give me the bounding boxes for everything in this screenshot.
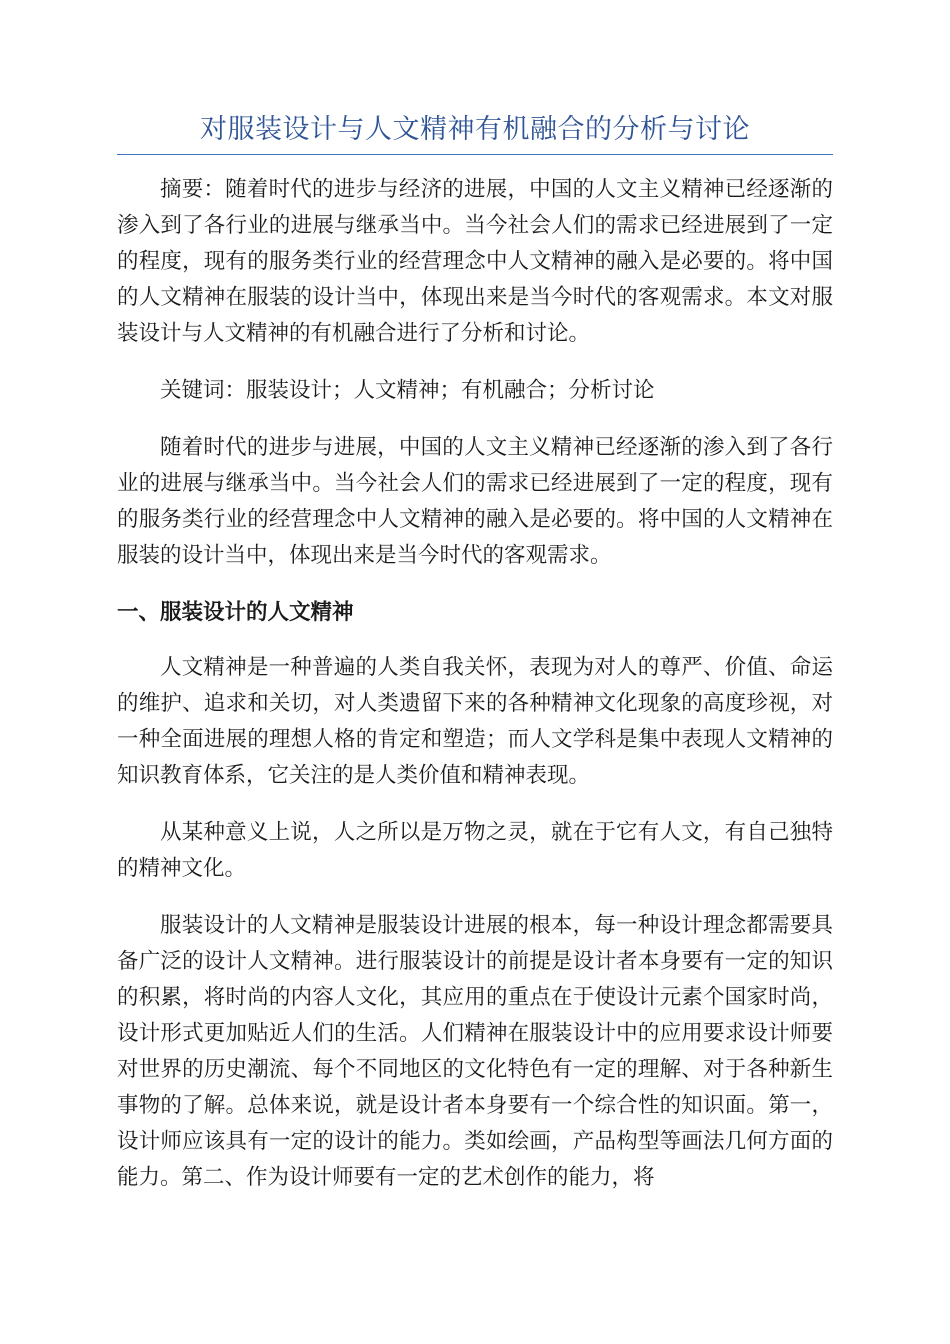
keywords-paragraph: 关键词：服装设计；人文精神；有机融合；分析讨论 <box>160 378 655 403</box>
document-body <box>117 172 833 1196</box>
body-paragraph: 人文精神是一种普遍的人类自我关怀，表现为对人的尊严、价值、命运的维护、追求和关切，对人类遗留下来的各种精神文化现象的高度珍视，对一种全面进展的理想人格的肯定和塑造；而人文学科是集中表现人文精神的知识教育体系，它关注的是人类价值和精神表现。 <box>117 655 833 788</box>
document-title: 对服装设计与人文精神有机融合的分析与讨论 <box>117 110 833 155</box>
abstract-paragraph: 摘要：随着时代的进步与经济的进展，中国的人文主义精神已经逐渐的渗入到了各行业的进展与继承当中。当今社会人们的需求已经进展到了一定的程度，现有的服务类行业的经营理念中人文精神的融入是必要的。将中国的人文精神在服装的设计当中，体现出来是当今时代的客观需求。本文对服装设计与人文精神的有机融合进行了分析和讨论。 <box>117 177 833 346</box>
body-paragraph: 服装设计的人文精神是服装设计进展的根本，每一种设计理念都需要具备广泛的设计人文精神。进行服装设计的前提是设计者本身要有一定的知识的积累，将时尚的内容人文化，其应用的重点在于使设计元素个国家时尚，设计形式更加贴近人们的生活。人们精神在服装设计中的应用要求设计师要对世界的历史潮流、每个不同地区的文化特色有一定的理解、对于各种新生事物的了解。总体来说，就是设计者本身要有一个综合性的知识面。第一，设计师应该具有一定的设计的能力。类如绘画，产品构型等画法几何方面的能力。第二、作为设计师要有一定的艺术创作的能力，将 <box>117 913 833 1190</box>
document-page <box>117 110 833 1196</box>
section-heading: 一、服装设计的人文精神 <box>117 600 354 625</box>
intro-paragraph: 随着时代的进步与进展，中国的人文主义精神已经逐渐的渗入到了各行业的进展与继承当中。当今社会人们的需求已经进展到了一定的程度，现有的服务类行业的经营理念中人文精神的融入是必要的。将中国的人文精神在服装的设计当中，体现出来是当今时代的客观需求。 <box>117 435 833 568</box>
body-paragraph: 从某种意义上说，人之所以是万物之灵，就在于它有人文，有自己独特的精神文化。 <box>117 820 833 881</box>
